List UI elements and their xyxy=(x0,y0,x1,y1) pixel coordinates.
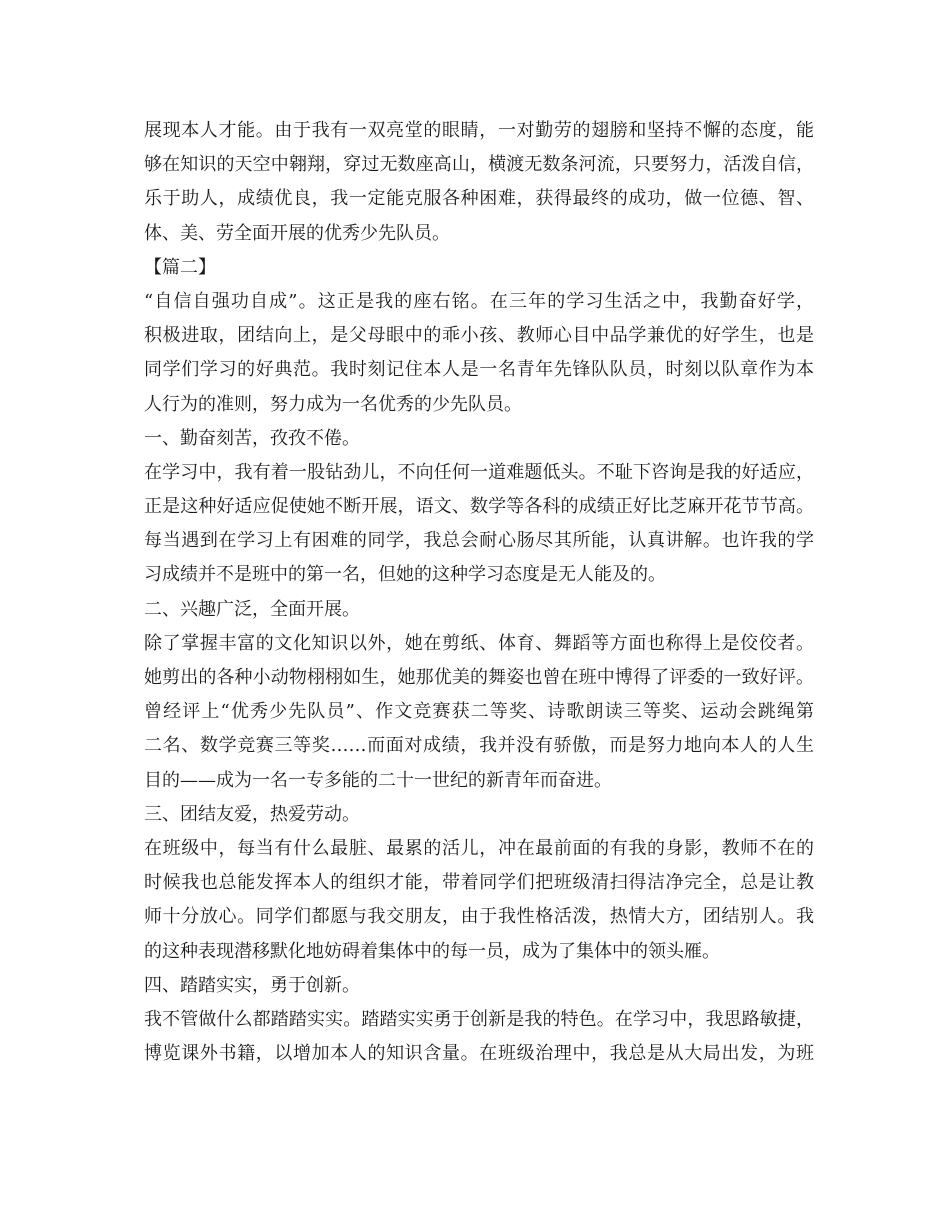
text-line: 二名、数学竞赛三等奖……而面对成绩，我并没有骄傲，而是努力地向本人的人生 xyxy=(144,735,814,757)
text-line: 积极进取，团结向上，是父母眼中的乖小孩、教师心目中品学兼优的好学生，也是 xyxy=(144,325,814,347)
text-line: 在学习中，我有着一股钻劲儿，不向任何一道难题低头。不耻下咨询是我的好适应， xyxy=(144,461,814,483)
text-line: 我不管做什么都踏踏实实。踏踏实实勇于创新是我的特色。在学习中，我思路敏捷， xyxy=(144,1008,814,1030)
text-line: 体、美、劳全面开展的优秀少先队员。 xyxy=(144,222,450,244)
text-line: 师十分放心。同学们都愿与我交朋友，由于我性格活泼，热情大方，团结别人。我 xyxy=(144,906,814,928)
text-line: 人行为的准则，努力成为一名优秀的少先队员。 xyxy=(144,393,522,415)
text-line: 时候我也总能发挥本人的组织才能，带着同学们把班级清扫得洁净完全，总是让教 xyxy=(144,872,814,894)
text-line: 她剪出的各种小动物栩栩如生，她那优美的舞姿也曾在班中博得了评委的一致好评。 xyxy=(144,667,814,688)
text-line: 三、团结友爱，热爱劳动。 xyxy=(144,803,360,825)
text-line: 在班级中，每当有什么最脏、最累的活儿，冲在最前面的有我的身影，教师不在的 xyxy=(144,837,814,859)
text-line: 每当遇到在学习上有困难的同学，我总会耐心肠尽其所能，认真讲解。也许我的学 xyxy=(144,530,814,552)
text-line: 二、兴趣广泛，全面开展。 xyxy=(144,598,360,620)
text-line: 目的——成为一名一专多能的二十一世纪的新青年而奋进。 xyxy=(144,769,612,791)
text-line: 【篇二】 xyxy=(144,256,216,278)
text-line: 博览课外书籍，以增加本人的知识含量。在班级治理中，我总是从大局出发，为班 xyxy=(144,1043,814,1065)
text-line: 同学们学习的好典范。我时刻记住本人是一名青年先锋队队员，时刻以队章作为本 xyxy=(144,359,814,381)
text-line: “自信自强功自成”。这正是我的座右铭。在三年的学习生活之中，我勤奋好学， xyxy=(144,290,814,312)
text-line: 曾经评上“优秀少先队员”、作文竞赛获二等奖、诗歌朗读三等奖、运动会跳绳第 xyxy=(144,701,814,723)
text-line: 展现本人才能。由于我有一双亮堂的眼睛，一对勤劳的翅膀和坚持不懈的态度，能 xyxy=(144,120,814,141)
text-line: 习成绩并不是班中的第一名，但她的这种学习态度是无人能及的。 xyxy=(144,564,666,586)
document-body xyxy=(144,114,814,1071)
text-line: 四、踏踏实实，勇于创新。 xyxy=(144,974,360,996)
text-line: 除了掌握丰富的文化知识以外，她在剪纸、体育、舞蹈等方面也称得上是佼佼者。 xyxy=(144,632,814,654)
text-line: 正是这种好适应促使她不断开展，语文、数学等各科的成绩正好比芝麻开花节节高。 xyxy=(144,496,814,518)
text-line: 乐于助人，成绩优良，我一定能克服各种困难，获得最终的成功，做一位德、智、 xyxy=(144,188,814,210)
text-line: 够在知识的天空中翱翔，穿过无数座高山，横渡无数条河流，只要努力，活泼自信， xyxy=(144,154,814,176)
text-line: 一、勤奋刻苦，孜孜不倦。 xyxy=(144,427,360,449)
text-line: 的这种表现潜移默化地妨碍着集体中的每一员，成为了集体中的领头雁。 xyxy=(144,940,720,962)
